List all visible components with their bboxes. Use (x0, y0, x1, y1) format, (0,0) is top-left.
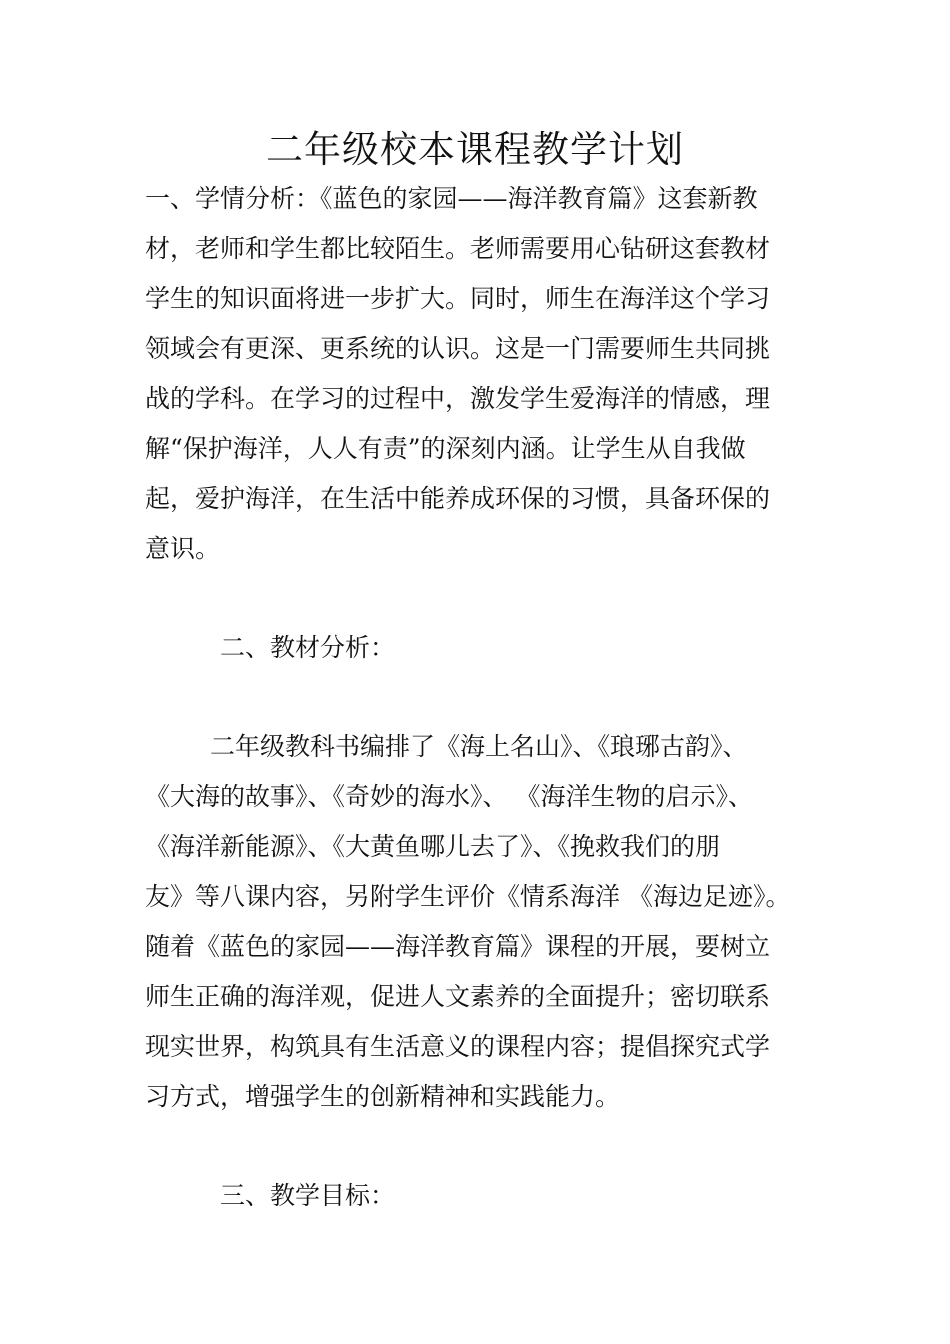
document-title: 二年级校本课程教学计划 (266, 128, 684, 171)
paragraph-line: 起，爱护海洋，在生活中能养成环保的习惯，具备环保的 (145, 484, 771, 513)
paragraph-line: 《海洋新能源》、《大黄鱼哪儿去了》、《挽救我们的朋 (145, 832, 721, 861)
paragraph-line: 解“保护海洋，人人有责”的深刻内涵。让学生从自我做 (145, 434, 746, 463)
section-heading: 二、教材分析： (220, 633, 396, 662)
paragraph-line: 材，老师和学生都比较陌生。老师需要用心钻研这套教材 (145, 234, 771, 263)
paragraph-line: 师生正确的海洋观，促进人文素养的全面提升；密切联系 (145, 982, 771, 1011)
paragraph-line: 二年级教科书编排了《海上名山》、《琅琊古韵》、 (210, 732, 748, 761)
paragraph-line: 《大海的故事》、《奇妙的海水》、 《海洋生物的启示》、 (145, 782, 753, 811)
paragraph-line: 意识。 (145, 534, 221, 563)
section-heading: 三、教学目标： (220, 1181, 396, 1210)
paragraph-line: 领域会有更深、更系统的认识。这是一门需要师生共同挑 (145, 334, 771, 363)
paragraph-line: 学生的知识面将进一步扩大。同时，师生在海洋这个学习 (145, 284, 771, 313)
paragraph-line: 战的学科。在学习的过程中，激发学生爱海洋的情感，理 (145, 384, 771, 413)
paragraph-line: 一、学情分析：《蓝色的家园——海洋教育篇》这套新教 (145, 184, 758, 213)
paragraph-line: 现实世界，构筑具有生活意义的课程内容；提倡探究式学 (145, 1032, 771, 1061)
paragraph-line: 随着《蓝色的家园——海洋教育篇》课程的开展，要树立 (145, 932, 771, 961)
paragraph-line: 友》等八课内容，另附学生评价《情系海洋 《海边足迹》。 (145, 882, 791, 911)
paragraph-line: 习方式，增强学生的创新精神和实践能力。 (145, 1082, 621, 1111)
